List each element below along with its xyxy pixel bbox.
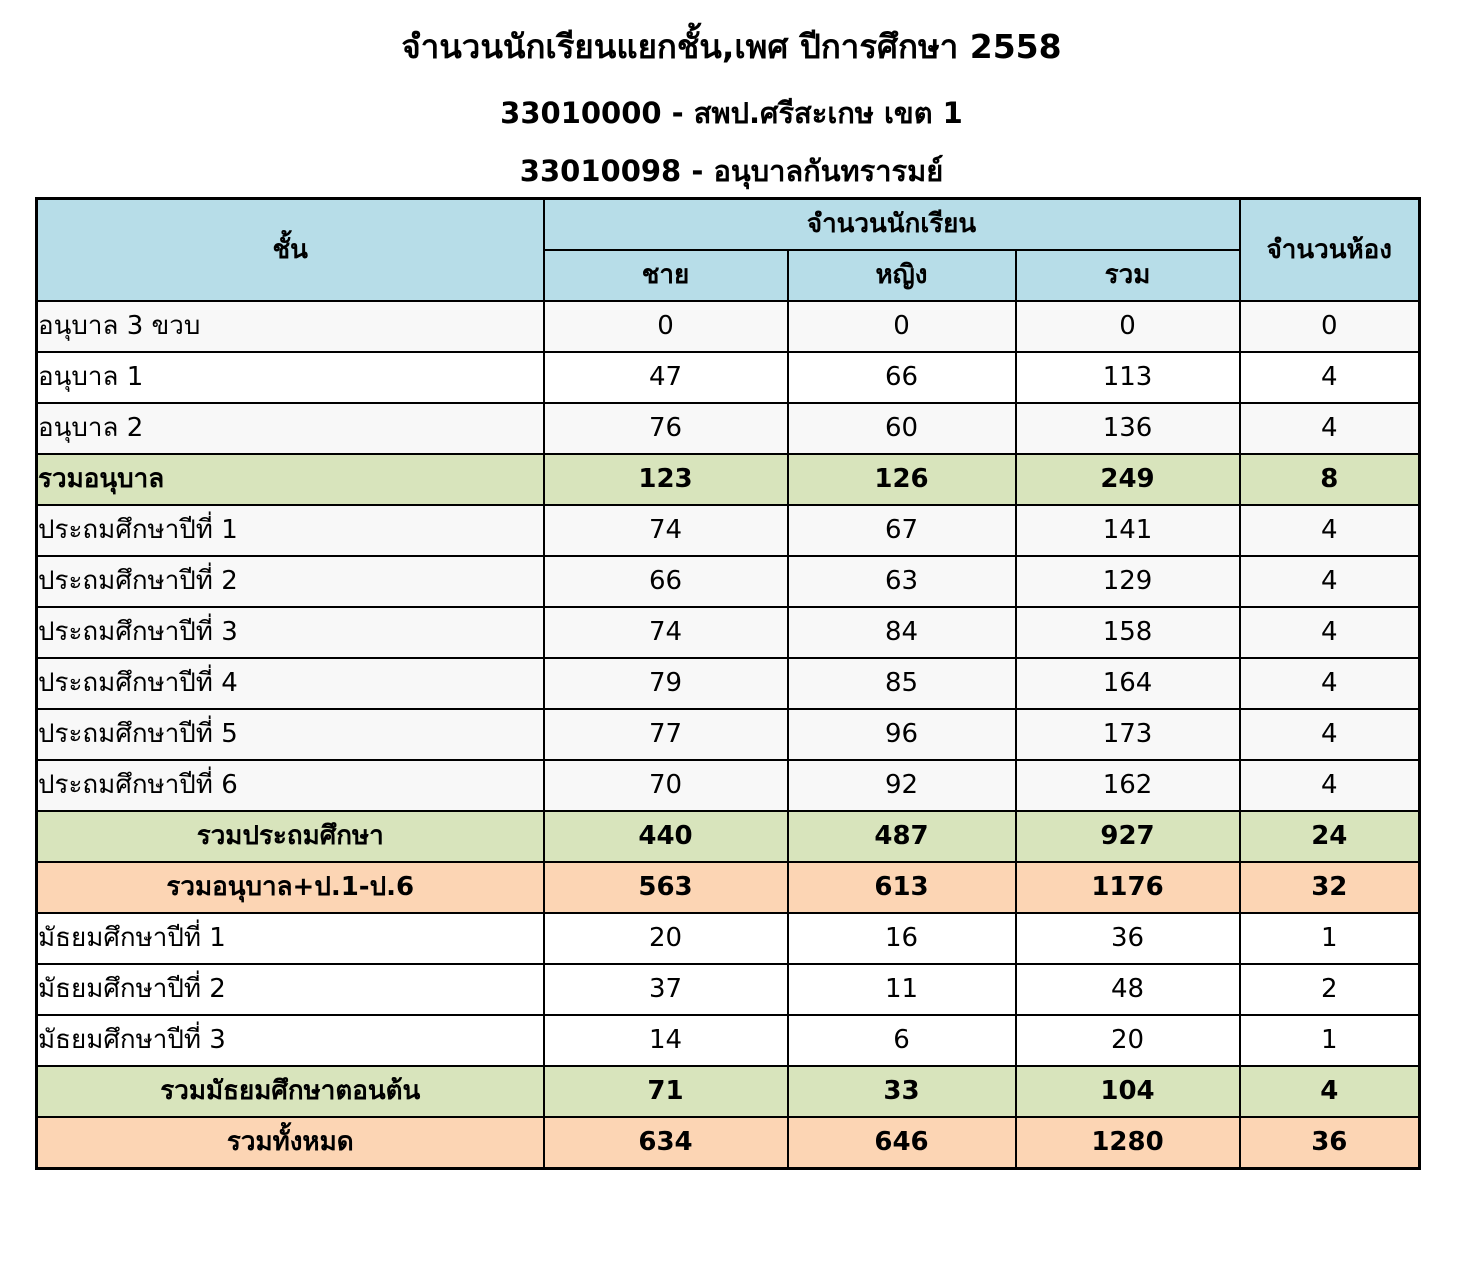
row-label: รวมมัธยมศึกษาตอนต้น [37, 1066, 544, 1117]
rooms-cell: 4 [1240, 709, 1420, 760]
row-label: ประถมศึกษาปีที่ 2 [37, 556, 544, 607]
total-cell: 249 [1016, 454, 1240, 505]
total-cell: 141 [1016, 505, 1240, 556]
table-row [37, 556, 1420, 607]
row-label: รวมประถมศึกษา [37, 811, 544, 862]
male-cell: 74 [544, 607, 788, 658]
male-cell: 76 [544, 403, 788, 454]
row-label: รวมอนุบาล [37, 454, 544, 505]
female-cell: 63 [788, 556, 1016, 607]
table-row [37, 1015, 1420, 1066]
table-row [37, 607, 1420, 658]
rooms-cell: 8 [1240, 454, 1420, 505]
rooms-cell: 4 [1240, 505, 1420, 556]
total-cell: 104 [1016, 1066, 1240, 1117]
rooms-cell: 4 [1240, 556, 1420, 607]
table-row [37, 964, 1420, 1015]
female-cell: 92 [788, 760, 1016, 811]
total-cell: 1176 [1016, 862, 1240, 913]
table-row [37, 913, 1420, 964]
total-cell: 20 [1016, 1015, 1240, 1066]
row-label: อนุบาล 3 ขวบ [37, 301, 544, 352]
table-row [37, 301, 1420, 352]
table-row [37, 505, 1420, 556]
header-male: ชาย [544, 250, 788, 301]
grand-total-row [37, 1117, 1420, 1169]
female-cell: 126 [788, 454, 1016, 505]
male-cell: 70 [544, 760, 788, 811]
male-cell: 37 [544, 964, 788, 1015]
male-cell: 47 [544, 352, 788, 403]
row-label: มัธยมศึกษาปีที่ 1 [37, 913, 544, 964]
rooms-cell: 36 [1240, 1117, 1420, 1169]
female-cell: 613 [788, 862, 1016, 913]
rooms-cell: 0 [1240, 301, 1420, 352]
rooms-cell: 1 [1240, 913, 1420, 964]
rooms-cell: 4 [1240, 658, 1420, 709]
page-title: จำนวนนักเรียนแยกชั้น,เพศ ปีการศึกษา 2558 [401, 27, 1062, 66]
rooms-cell: 1 [1240, 1015, 1420, 1066]
row-label: มัธยมศึกษาปีที่ 3 [37, 1015, 544, 1066]
header-rooms: จำนวนห้อง [1240, 199, 1420, 302]
total-cell: 158 [1016, 607, 1240, 658]
table-row [37, 760, 1420, 811]
row-label: รวมทั้งหมด [37, 1117, 544, 1169]
header-total: รวม [1016, 250, 1240, 301]
male-cell: 77 [544, 709, 788, 760]
area-subtitle: 33010000 - สพป.ศรีสะเกษ เขต 1 [500, 96, 963, 130]
male-cell: 563 [544, 862, 788, 913]
female-cell: 67 [788, 505, 1016, 556]
female-cell: 66 [788, 352, 1016, 403]
total-row [37, 862, 1420, 913]
male-cell: 71 [544, 1066, 788, 1117]
total-cell: 927 [1016, 811, 1240, 862]
total-cell: 129 [1016, 556, 1240, 607]
total-cell: 173 [1016, 709, 1240, 760]
total-cell: 1280 [1016, 1117, 1240, 1169]
female-cell: 60 [788, 403, 1016, 454]
female-cell: 0 [788, 301, 1016, 352]
subtotal-row [37, 454, 1420, 505]
total-cell: 136 [1016, 403, 1240, 454]
row-label: ประถมศึกษาปีที่ 6 [37, 760, 544, 811]
female-cell: 487 [788, 811, 1016, 862]
female-cell: 16 [788, 913, 1016, 964]
table-row [37, 352, 1420, 403]
total-cell: 164 [1016, 658, 1240, 709]
rooms-cell: 4 [1240, 352, 1420, 403]
female-cell: 11 [788, 964, 1016, 1015]
total-cell: 162 [1016, 760, 1240, 811]
rooms-cell: 4 [1240, 1066, 1420, 1117]
total-cell: 36 [1016, 913, 1240, 964]
row-label: รวมอนุบาล+ป.1-ป.6 [37, 862, 544, 913]
female-cell: 6 [788, 1015, 1016, 1066]
table-row [37, 403, 1420, 454]
female-cell: 85 [788, 658, 1016, 709]
school-subtitle: 33010098 - อนุบาลกันทรารมย์ [519, 154, 944, 188]
male-cell: 634 [544, 1117, 788, 1169]
rooms-cell: 4 [1240, 760, 1420, 811]
rooms-cell: 2 [1240, 964, 1420, 1015]
male-cell: 0 [544, 301, 788, 352]
row-label: ประถมศึกษาปีที่ 4 [37, 658, 544, 709]
male-cell: 66 [544, 556, 788, 607]
total-cell: 113 [1016, 352, 1240, 403]
header-female: หญิง [788, 250, 1016, 301]
rooms-cell: 4 [1240, 607, 1420, 658]
row-label: อนุบาล 2 [37, 403, 544, 454]
female-cell: 96 [788, 709, 1016, 760]
total-cell: 48 [1016, 964, 1240, 1015]
row-label: ประถมศึกษาปีที่ 5 [37, 709, 544, 760]
subtotal-row [37, 1066, 1420, 1117]
header-students: จำนวนนักเรียน [544, 199, 1240, 251]
student-count-table [35, 197, 1421, 1170]
female-cell: 646 [788, 1117, 1016, 1169]
header-class: ชั้น [37, 199, 544, 302]
female-cell: 33 [788, 1066, 1016, 1117]
female-cell: 84 [788, 607, 1016, 658]
rooms-cell: 24 [1240, 811, 1420, 862]
table-row [37, 709, 1420, 760]
male-cell: 14 [544, 1015, 788, 1066]
male-cell: 74 [544, 505, 788, 556]
male-cell: 123 [544, 454, 788, 505]
male-cell: 79 [544, 658, 788, 709]
row-label: ประถมศึกษาปีที่ 3 [37, 607, 544, 658]
table-row [37, 658, 1420, 709]
rooms-cell: 32 [1240, 862, 1420, 913]
total-cell: 0 [1016, 301, 1240, 352]
male-cell: 20 [544, 913, 788, 964]
row-label: มัธยมศึกษาปีที่ 2 [37, 964, 544, 1015]
rooms-cell: 4 [1240, 403, 1420, 454]
subtotal-row [37, 811, 1420, 862]
male-cell: 440 [544, 811, 788, 862]
row-label: อนุบาล 1 [37, 352, 544, 403]
row-label: ประถมศึกษาปีที่ 1 [37, 505, 544, 556]
